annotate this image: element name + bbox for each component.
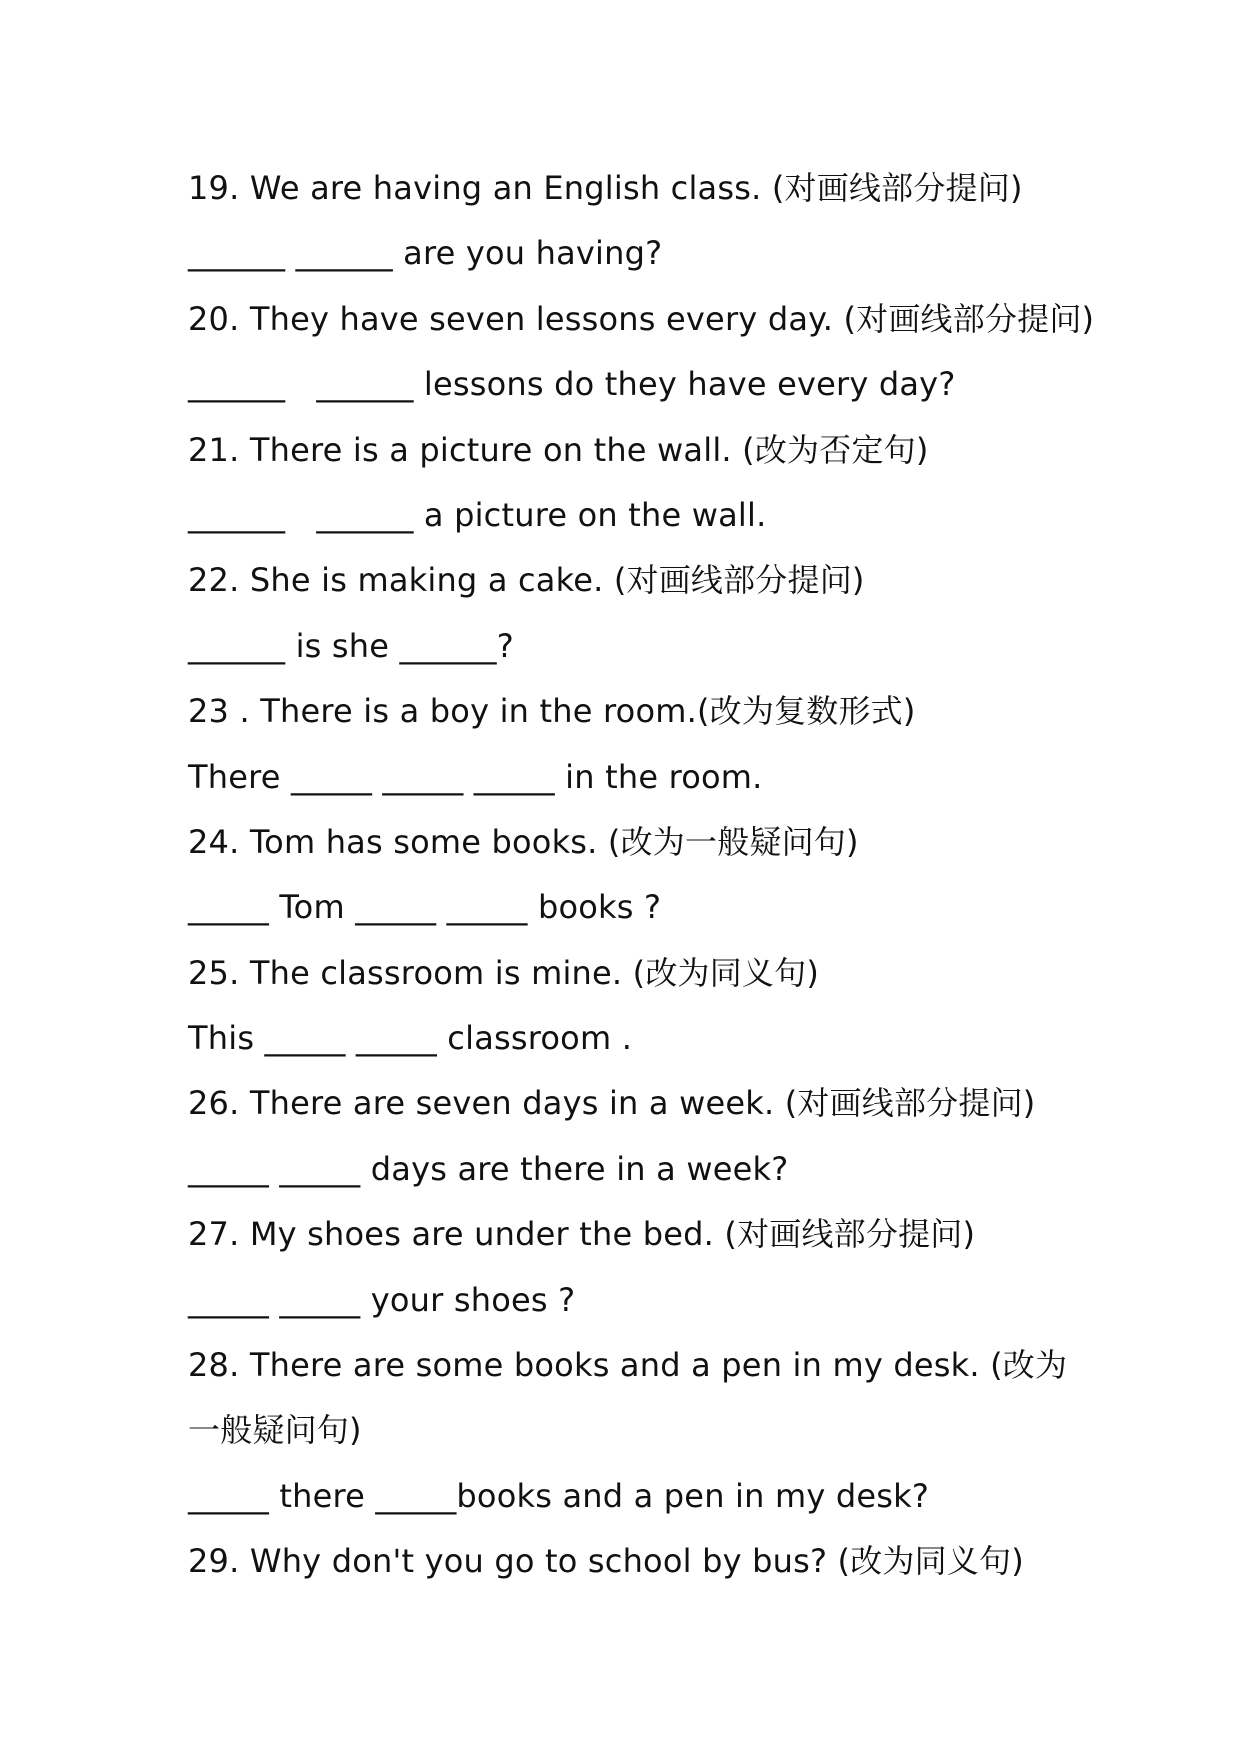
- answer-25: This _____ _____ classroom .: [188, 1019, 633, 1058]
- question-27: 27. My shoes are under the bed. (对画线部分提问): [188, 1215, 976, 1254]
- question-22: 22. She is making a cake. (对画线部分提问): [188, 561, 865, 600]
- answer-27: _____ _____ your shoes ?: [188, 1280, 576, 1319]
- question-29: 29. Why don't you go to school by bus? (改为同义句): [188, 1542, 1024, 1581]
- answer-20: ______ ______ lessons do they have every day?: [188, 365, 956, 404]
- question-24: 24. Tom has some books. (改为一般疑问句): [188, 822, 859, 861]
- answer-26: _____ _____ days are there in a week?: [188, 1149, 789, 1188]
- question-26: 26. There are seven days in a week. (对画线部分提问): [188, 1084, 1036, 1123]
- question-23: 23 . There is a boy in the room.(改为复数形式): [188, 692, 916, 731]
- question-20: 20. They have seven lessons every day. (对画线部分提问): [188, 299, 1095, 338]
- question-28: 28. There are some books and a pen in my desk. (改为: [188, 1346, 1068, 1385]
- exercise-list: [188, 156, 1095, 1595]
- answer-24: _____ Tom _____ _____ books ?: [188, 888, 662, 927]
- answer-21: ______ ______ a picture on the wall.: [188, 495, 767, 534]
- question-21: 21. There is a picture on the wall. (改为否定句): [188, 430, 929, 469]
- question-25: 25. The classroom is mine. (改为同义句): [188, 953, 820, 992]
- question-19: 19. We are having an English class. (对画线部分提问): [188, 169, 1023, 207]
- question-28-continued: 一般疑问句): [188, 1411, 362, 1450]
- answer-28: _____ there _____books and a pen in my desk?: [188, 1476, 930, 1515]
- answer-23: There _____ _____ _____ in the room.: [188, 757, 763, 796]
- answer-22: ______ is she ______?: [188, 626, 514, 665]
- answer-19: ______ ______ are you having?: [188, 234, 663, 273]
